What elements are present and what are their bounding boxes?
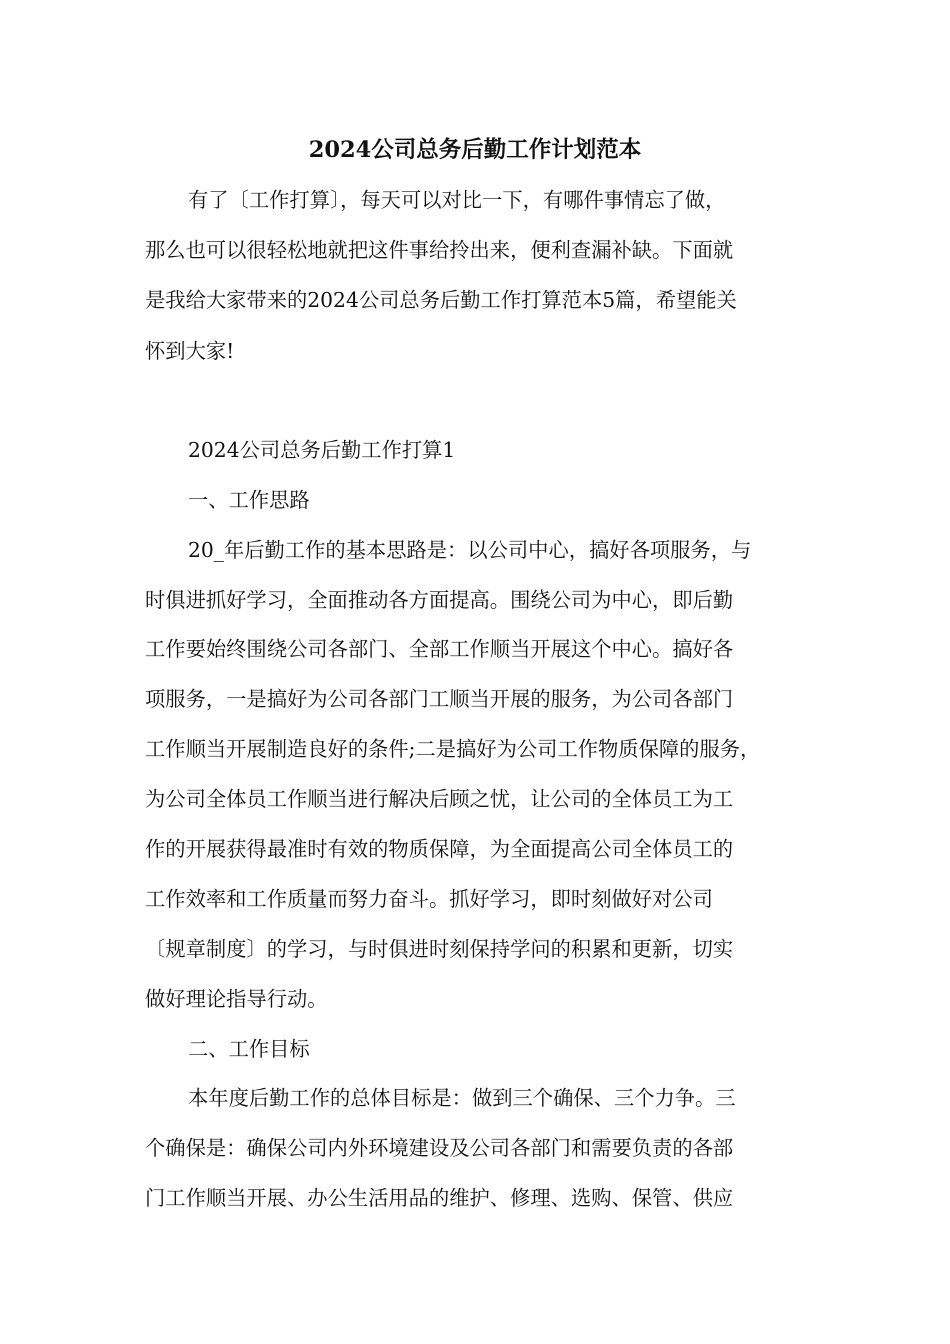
paragraph-line: 做好理论指导行动。 — [145, 987, 328, 1011]
paragraph-line: 本年度后勤工作的总体目标是：做到三个确保、三个力争。三 — [188, 1086, 736, 1110]
paragraph-line: 〔规章制度〕的学习，与时俱进时刻保持学问的积累和更新，切实 — [145, 937, 734, 961]
intro-line: 有了〔工作打算〕，每天可以对比一下，有哪件事情忘了做， — [188, 188, 726, 212]
paragraph-line: 工作效率和工作质量而努力奋斗。抓好学习，即时刻做好对公司 — [145, 887, 713, 911]
section-title: 2024公司总务后勤工作打算1 — [188, 438, 456, 462]
heading-work-goals: 二、工作目标 — [188, 1037, 310, 1061]
intro-line: 怀到大家! — [145, 339, 235, 363]
paragraph-line: 工作要始终围绕公司各部门、全部工作顺当开展这个中心。搞好各 — [145, 637, 734, 661]
paragraph-line: 工作顺当开展制造良好的条件;二是搞好为公司工作物质保障的服务， — [145, 737, 761, 761]
intro-line: 是我给大家带来的2024公司总务后勤工作打算范本5篇，希望能关 — [145, 288, 737, 312]
heading-work-thinking: 一、工作思路 — [188, 488, 310, 512]
paragraph-line: 个确保是：确保公司内外环境建设及公司各部门和需要负责的各部 — [145, 1136, 734, 1160]
paragraph-line: 门工作顺当开展、办公生活用品的维护、修理、选购、保管、供应 — [145, 1186, 734, 1210]
intro-line: 那么也可以很轻松地就把这件事给拎出来，便利查漏补缺。下面就 — [145, 238, 734, 262]
paragraph-line: 20_年后勤工作的基本思路是：以公司中心，搞好各项服务，与 — [188, 538, 752, 562]
paragraph-line: 项服务，一是搞好为公司各部门工顺当开展的服务，为公司各部门 — [145, 687, 734, 711]
paragraph-line: 作的开展获得最准时有效的物质保障，为全面提高公司全体员工的 — [145, 837, 734, 861]
document-title: 2024公司总务后勤工作计划范本 — [308, 137, 642, 163]
paragraph-line: 时俱进抓好学习，全面推动各方面提高。围绕公司为中心，即后勤 — [145, 588, 734, 612]
paragraph-line: 为公司全体员工作顺当进行解决后顾之忧，让公司的全体员工为工 — [145, 787, 734, 811]
